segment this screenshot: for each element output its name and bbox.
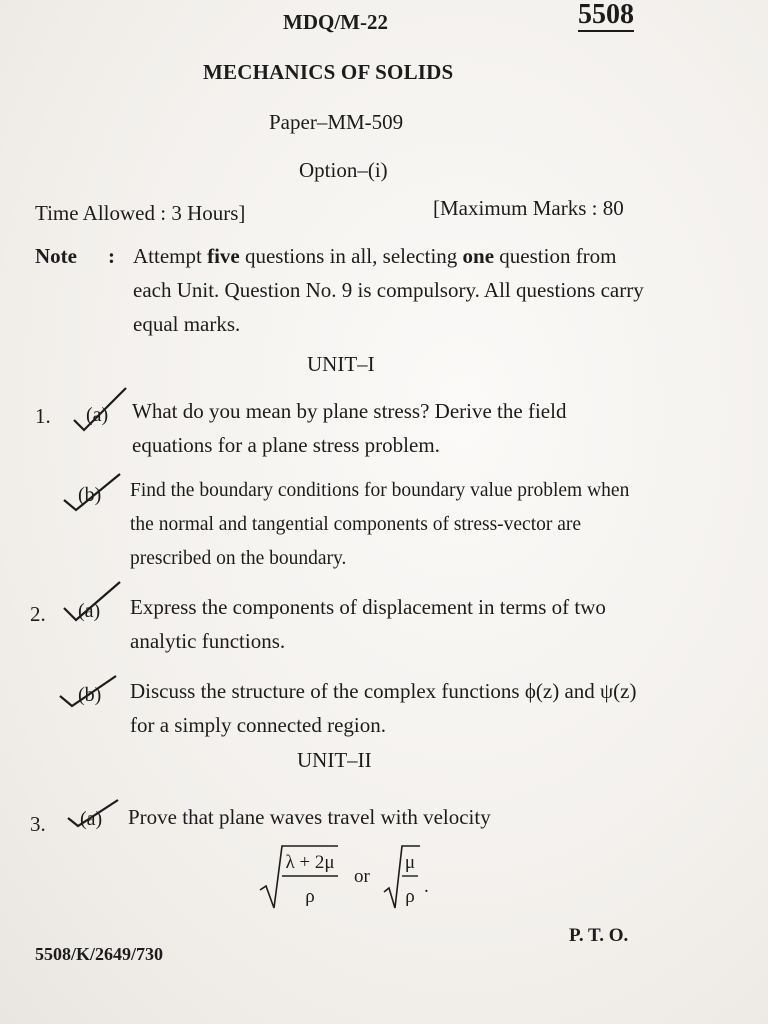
- note-text: [133, 239, 653, 341]
- question-number: 2.: [30, 602, 46, 626]
- formula-period: .: [424, 876, 429, 897]
- paper-number: Paper–MM-509: [269, 110, 404, 134]
- note-text-1: Attempt: [133, 244, 208, 268]
- note-text-five: five: [207, 244, 240, 268]
- question-text: What do you mean by plane stress? Derive the field equations for a plane stress problem.: [132, 399, 567, 457]
- unit-heading: UNIT–I: [307, 352, 375, 376]
- part-label: (b): [78, 484, 102, 506]
- note-text-2: questions in all, selecting: [239, 244, 463, 268]
- velocity-formula: [258, 842, 438, 912]
- question-number: 1.: [35, 404, 51, 428]
- numerator-lambda-mu: λ + 2μ: [285, 852, 335, 873]
- note-colon: :: [108, 244, 115, 268]
- note-label: Note: [35, 244, 77, 268]
- subject-title: MECHANICS OF SOLIDS: [203, 60, 454, 84]
- part-label: (b): [78, 684, 102, 706]
- unit-heading: UNIT–II: [297, 748, 372, 772]
- denominator-rho: ρ: [305, 886, 315, 907]
- question-text: Prove that plane waves travel with velocity: [128, 805, 491, 829]
- numerator-mu: μ: [404, 852, 416, 873]
- note-text-one: one: [462, 244, 495, 268]
- footer-code: 5508/K/2649/730: [35, 944, 164, 964]
- pto-label: P. T. O.: [569, 925, 629, 946]
- part-label: (a): [78, 600, 101, 622]
- option-label: Option–(i): [299, 158, 388, 182]
- time-allowed: Time Allowed : 3 Hours]: [35, 201, 246, 225]
- question-number: 3.: [30, 812, 46, 836]
- denominator-rho-2: ρ: [405, 886, 415, 907]
- part-label: (a): [80, 808, 103, 830]
- paper-code: MDQ/M-22: [283, 10, 388, 34]
- serial-number: 5508: [578, 0, 634, 30]
- question-text: Find the boundary conditions for boundary value problem when the normal and tangential components of stress-vector are prescribed on the boundary.: [130, 480, 630, 569]
- question-text: Express the components of displacement in terms of two analytic functions.: [130, 595, 606, 653]
- formula-or: or: [354, 866, 370, 887]
- question-text: Discuss the structure of the complex functions ϕ(z) and ψ(z) for a simply connected region.: [130, 679, 637, 737]
- part-label: (a): [86, 404, 109, 426]
- maximum-marks: [Maximum Marks : 80: [433, 196, 624, 220]
- note-text-3: question from each Unit. Question No. 9 is compulsory. All questions carry equal marks.: [133, 244, 644, 336]
